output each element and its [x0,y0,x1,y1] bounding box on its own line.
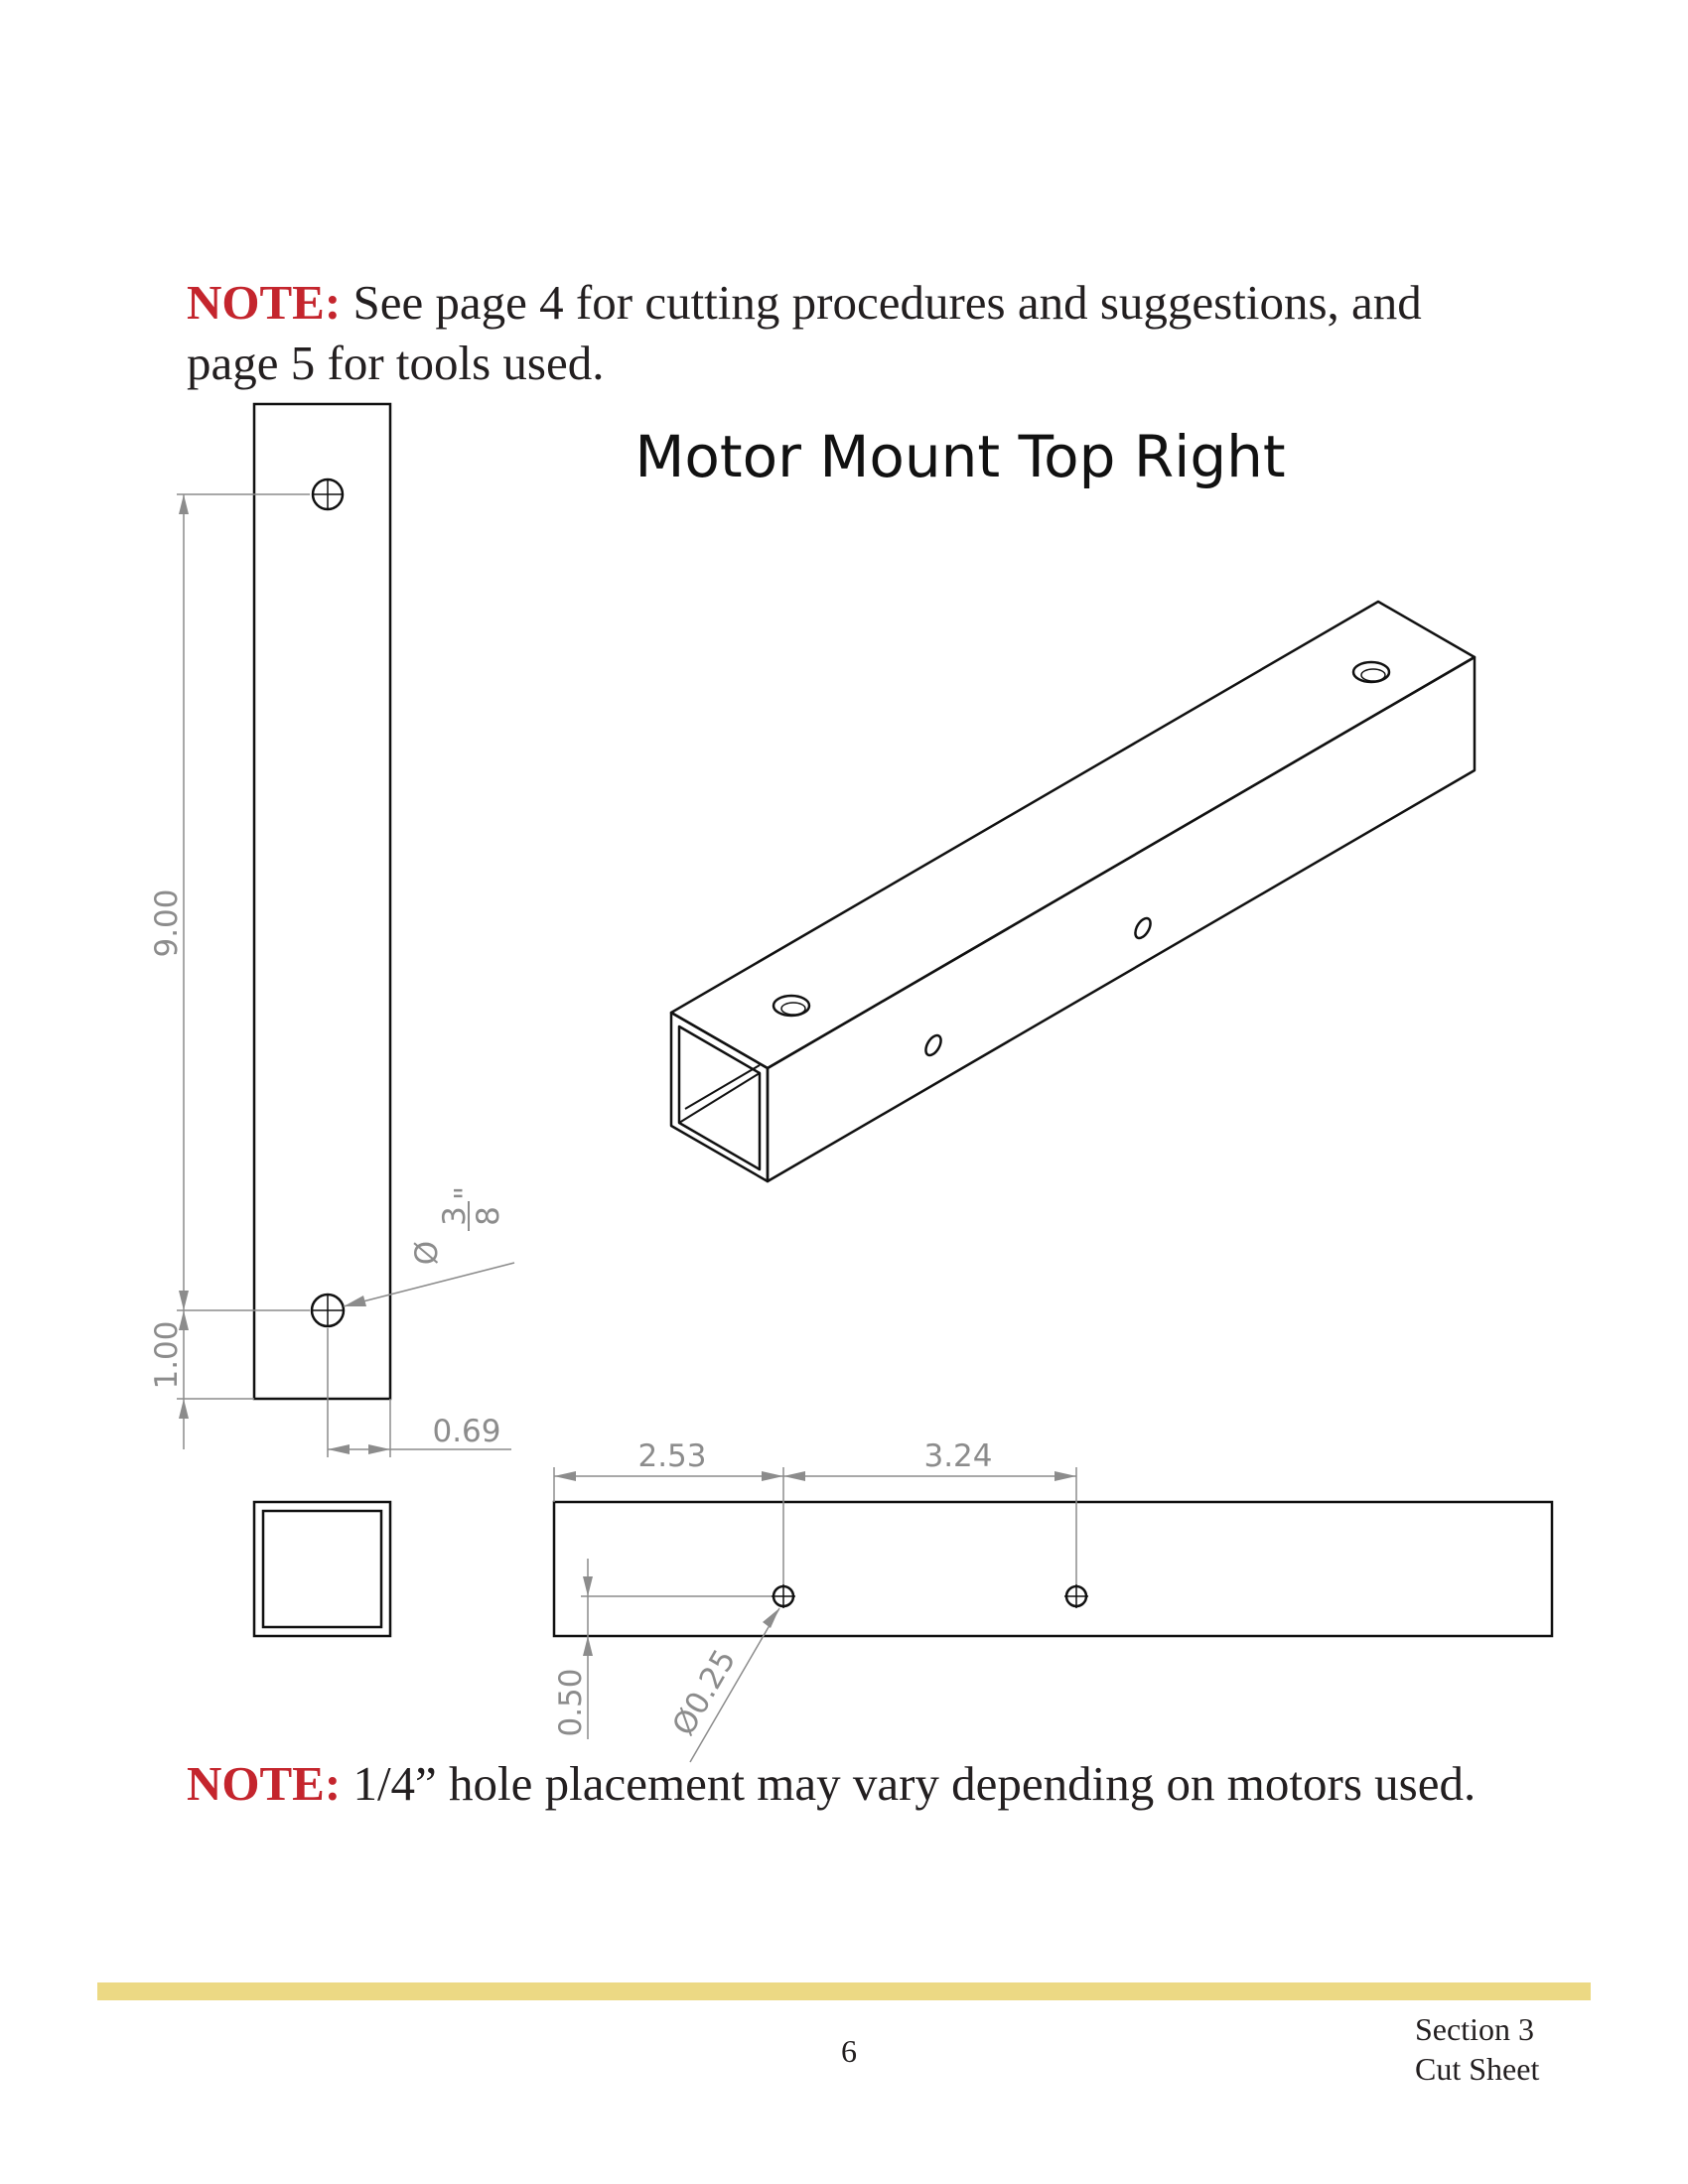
note-top-text: See page 4 for cutting procedures and suggestions, and page 5 for tools used. [187,275,1422,390]
note-top-label: NOTE: [187,275,342,330]
page-number: 6 [841,2033,857,2069]
dim-large-hole-numerator: 3 [437,1206,473,1226]
footer-bar [97,1982,1591,2000]
note-bottom [187,1753,1577,1814]
note-bottom-text: 1/4” hole placement may vary depending on motors used. [341,1756,1477,1811]
note-bottom-label: NOTE: [187,1756,342,1811]
section-label: Section 3 [1415,2011,1534,2047]
dim-small-hole: Ø0.25 [665,1643,744,1742]
dim-2-53: 2.53 [637,1438,707,1474]
top-view-dimensions [177,494,514,1457]
iso-side-face [768,657,1475,1181]
side-view-dimensions [554,1467,1076,1762]
side-view-outline [554,1502,1552,1636]
dim-0-50: 0.50 [553,1668,589,1737]
top-view [254,404,390,1399]
iso-side-hole-2 [1132,915,1153,940]
drawing-title: Motor Mount Top Right [634,423,1286,490]
side-view [554,1502,1552,1636]
top-view-outline [254,404,390,1399]
iso-side-hole-1 [922,1032,943,1057]
side-hole-2 [1064,1584,1088,1608]
dim-large-hole-symbol-2: Ø [409,1240,445,1266]
dim-9-00: 9.00 [149,888,185,958]
dim-large-hole-value [409,1186,506,1265]
top-hole-lower [312,1295,344,1326]
side-hole-1 [772,1584,795,1608]
dim-large-hole-unit: " [449,1185,485,1201]
dim-1-00: 1.00 [149,1320,185,1390]
end-view [254,1502,390,1636]
section-info [1415,2009,1539,2089]
dim-large-hole-denominator: 8 [471,1206,506,1226]
dim-0-69: 0.69 [432,1414,501,1449]
dim-3-24: 3.24 [923,1438,993,1474]
top-hole-upper [312,478,344,510]
isometric-view [671,602,1475,1181]
section-subtitle: Cut Sheet [1415,2051,1540,2087]
